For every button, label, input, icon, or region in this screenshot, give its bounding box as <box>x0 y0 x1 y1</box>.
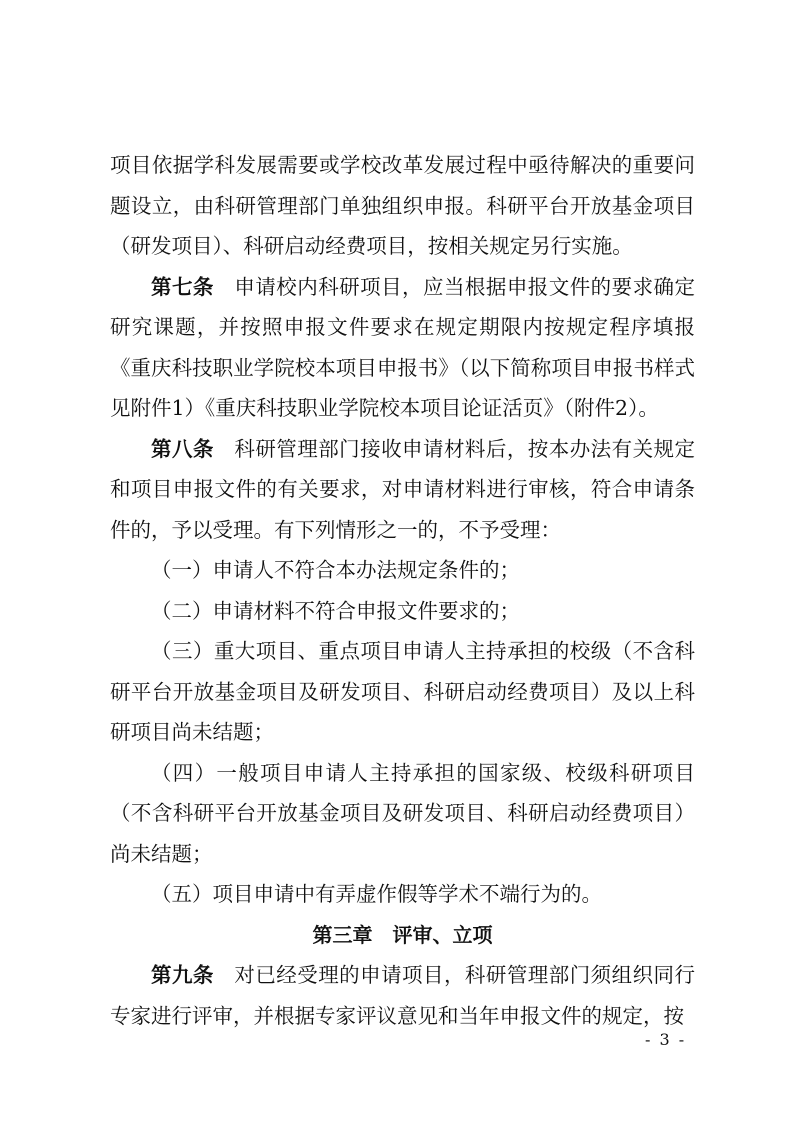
article-7 <box>110 267 695 429</box>
article-8-label: 第八条 <box>151 436 214 461</box>
page-number: - 3 - <box>645 1030 687 1049</box>
list-item-4: （四）一般项目申请人主持承担的国家级、校级科研项目（不含科研平台开放基金项目及研发项目、科研启动经费项目）尚未结题； <box>110 760 695 866</box>
chapter-number: 第三章 <box>312 922 373 947</box>
article-9 <box>110 955 695 1036</box>
article-8-text: 科研管理部门接收申请材料后，按本办法有关规定和项目申报文件的有关要求，对申请材料进行审核，符合申请条件的，予以受理。有下列情形之一的，不予受理： <box>110 436 695 542</box>
list-item-5: （五）项目申请中有弄虚作假等学术不端行为的。 <box>151 882 602 906</box>
article-9-text: 对已经受理的申请项目，科研管理部门须组织同行专家进行评审，并根据专家评议意见和当年申报文件的规定，按 <box>110 963 695 1028</box>
list-item-2: （二）申请材料不符合申报文件要求的； <box>151 598 520 623</box>
chapter-title: 评审、立项 <box>392 922 493 947</box>
article-7-text: 申请校内科研项目，应当根据申报文件的要求确定研究课题，并按照申报文件要求在规定期限内按规定程序填报《重庆科技职业学院校本项目申报书》（以下简称项目申报书样式见附件1）《重庆科技职业学院校本项目论证活页》（附件2）。 <box>110 274 695 420</box>
paragraph-continuation: 项目依据学科发展需要或学校改革发展过程中亟待解决的重要问题设立，由科研管理部门单独组织申报。科研平台开放基金项目（研发项目）、科研启动经费项目，按相关规定另行实施。 <box>110 153 695 258</box>
article-8 <box>110 429 695 551</box>
list-item-3: （三）重大项目、重点项目申请人主持承担的校级（不含科研平台开放基金项目及研发项目、科研启动经费项目）及以上科研项目尚未结题； <box>110 639 695 744</box>
article-7-label: 第七条 <box>151 274 214 299</box>
list-item-1: （一）申请人不符合本办法规定条件的； <box>151 558 520 582</box>
article-9-label: 第九条 <box>151 963 214 987</box>
chapter-heading <box>110 915 695 956</box>
document-body <box>110 145 695 1036</box>
